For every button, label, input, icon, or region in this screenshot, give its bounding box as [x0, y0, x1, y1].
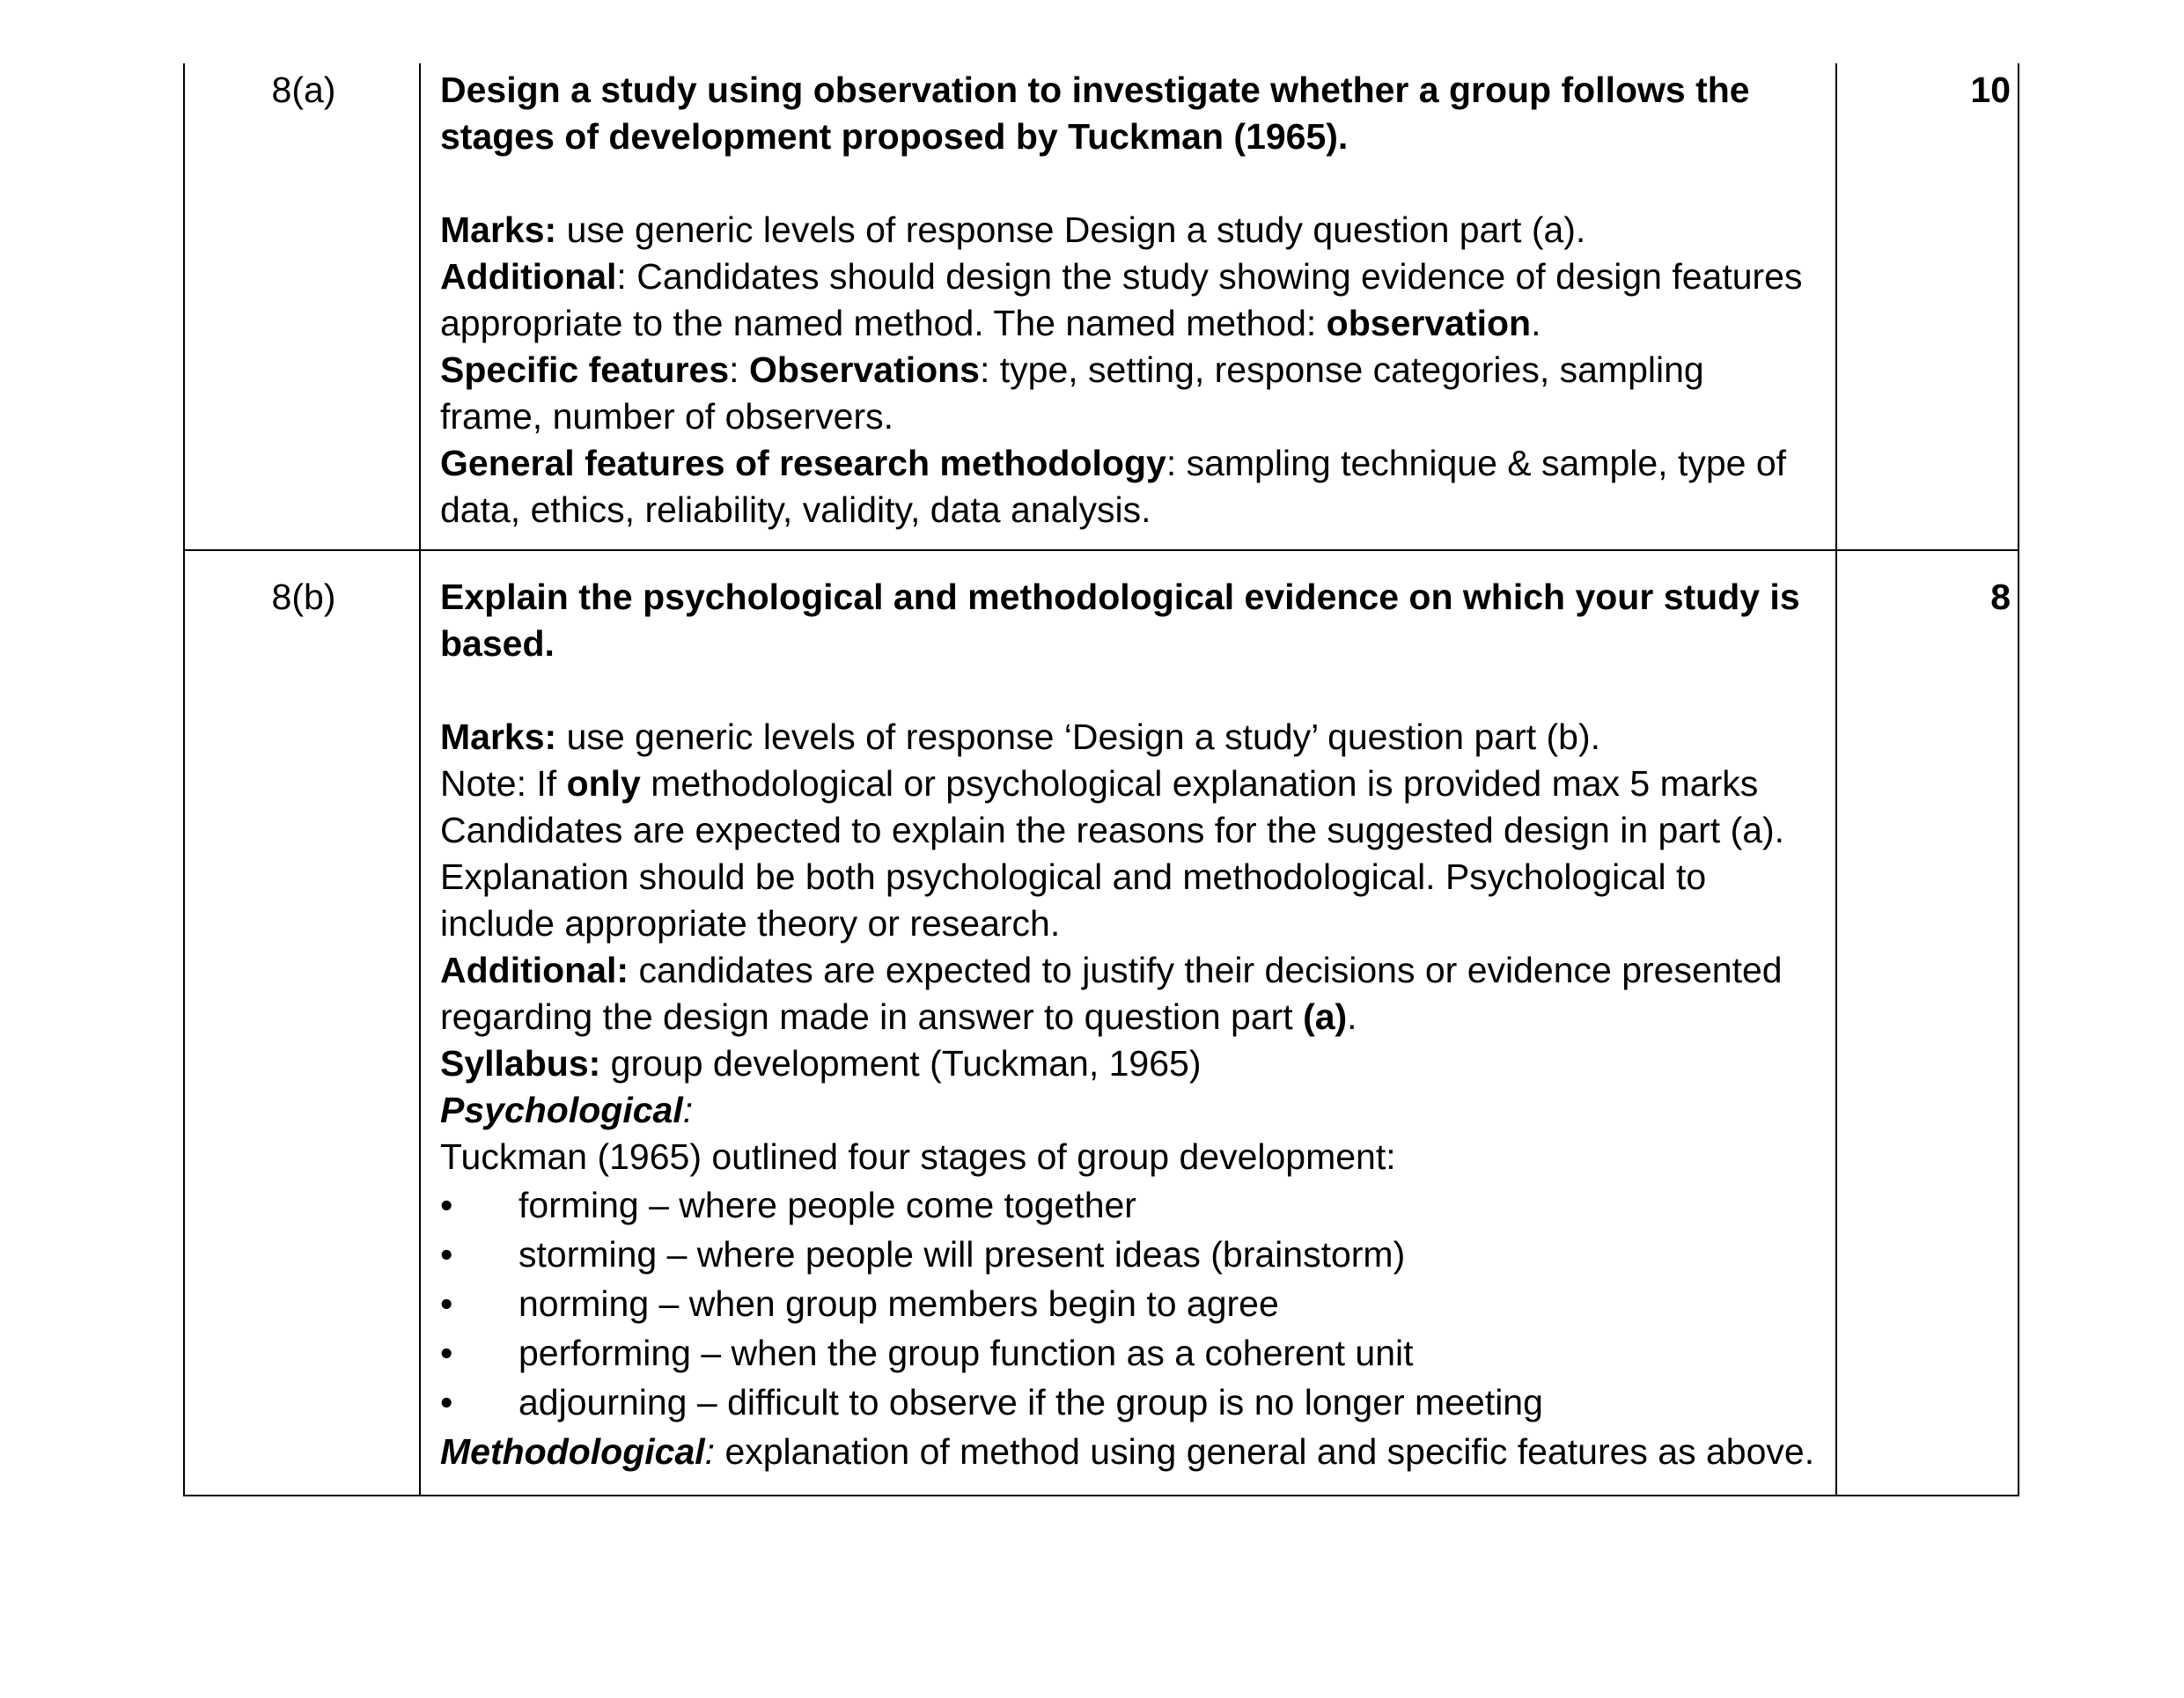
- methodological-label: Methodological: [440, 1431, 705, 1472]
- answer-cell: [420, 63, 1836, 550]
- general-features-label: General features of research methodology: [440, 443, 1166, 483]
- additional-text: : Candidates should design the study showing evidence of design features appropriate to the named method. The named method:: [440, 256, 1803, 343]
- note-post: methodological or psychological explanation is provided max 5 marks: [640, 763, 1759, 804]
- question-row-8b: [184, 550, 2019, 1496]
- marks-cell: [1836, 550, 2019, 1496]
- additional-bold-end: (a): [1303, 996, 1348, 1037]
- question-number-cell: [184, 550, 420, 1496]
- note-bold: only: [566, 763, 641, 804]
- marks-text: use generic levels of response ‘Design a study’ question part (b).: [556, 717, 1601, 757]
- list-item: • storming – where people will present ideas (brainstorm): [440, 1231, 1816, 1278]
- marks-text: use generic levels of response Design a study question part (a).: [556, 209, 1586, 250]
- observations-label: Observations: [748, 349, 980, 390]
- question-number: 8(a): [271, 70, 336, 110]
- syllabus-text: group development (Tuckman, 1965): [600, 1043, 1202, 1084]
- list-item: • performing – when the group function as a coherent unit: [440, 1330, 1816, 1377]
- expected-explanation: Candidates are expected to explain the reasons for the suggested design in part (a). Explanation should be both psychological and methodological. Psychological to include appropriate theory or research.: [440, 810, 1785, 944]
- specific-features: [440, 347, 1816, 440]
- marks-cell: [1836, 63, 2019, 550]
- question-text: Explain the psychological and methodological evidence on which your study is based.: [440, 577, 1800, 664]
- additional-label: Additional: [440, 256, 617, 297]
- specific-features-text: : type, setting, response categories, sampling frame, number of observers.: [440, 349, 1704, 437]
- general-features: [440, 440, 1816, 533]
- tuckman-intro: Tuckman (1965) outlined four stages of group development:: [440, 1136, 1396, 1177]
- methodological-colon: :: [704, 1431, 716, 1472]
- marks-label: Marks:: [440, 209, 557, 250]
- question-row-8a: [184, 63, 2019, 550]
- marks-guidance: [440, 714, 1816, 761]
- mark-scheme-table: [183, 63, 2019, 1496]
- methodological: [440, 1429, 1816, 1475]
- psychological-heading: [440, 1087, 1816, 1134]
- list-item: • forming – where people come together: [440, 1182, 1816, 1229]
- psychological-colon: :: [682, 1090, 694, 1130]
- named-method-end: .: [1531, 303, 1541, 343]
- question-number-cell: [184, 63, 420, 550]
- methodological-text: explanation of method using general and specific features as above.: [715, 1431, 1815, 1472]
- marks-label: Marks:: [440, 717, 557, 757]
- note: [440, 761, 1816, 807]
- question-number: 8(b): [271, 577, 336, 617]
- list-item: • adjourning – difficult to observe if the group is no longer meeting: [440, 1379, 1816, 1426]
- specific-sep: :: [729, 349, 749, 390]
- additional-end: .: [1347, 996, 1357, 1037]
- note-pre: Note: If: [440, 763, 567, 804]
- additional-label: Additional:: [440, 950, 629, 990]
- syllabus: [440, 1040, 1816, 1087]
- general-features-text: : sampling technique & sample, type of data, ethics, reliability, validity, data analysis.: [440, 443, 1787, 530]
- syllabus-label: Syllabus:: [440, 1043, 601, 1084]
- specific-features-label: Specific features: [440, 349, 730, 390]
- marks-value: 10: [1970, 70, 2011, 110]
- additional-guidance: [440, 254, 1816, 347]
- marks-guidance: [440, 207, 1816, 254]
- question-text: Design a study using observation to investigate whether a group follows the stages of development proposed by Tuckman (1965).: [440, 70, 1750, 157]
- answer-cell: [420, 550, 1836, 1496]
- named-method: observation: [1326, 303, 1532, 343]
- additional-text: candidates are expected to justify their decisions or evidence presented regarding the design made in answer to question part: [440, 950, 1783, 1037]
- marks-value: 8: [1990, 577, 2011, 617]
- psychological-label: Psychological: [440, 1090, 683, 1130]
- additional-guidance: [440, 947, 1816, 1040]
- stages-list: [440, 1182, 1816, 1426]
- list-item: • norming – when group members begin to agree: [440, 1281, 1816, 1327]
